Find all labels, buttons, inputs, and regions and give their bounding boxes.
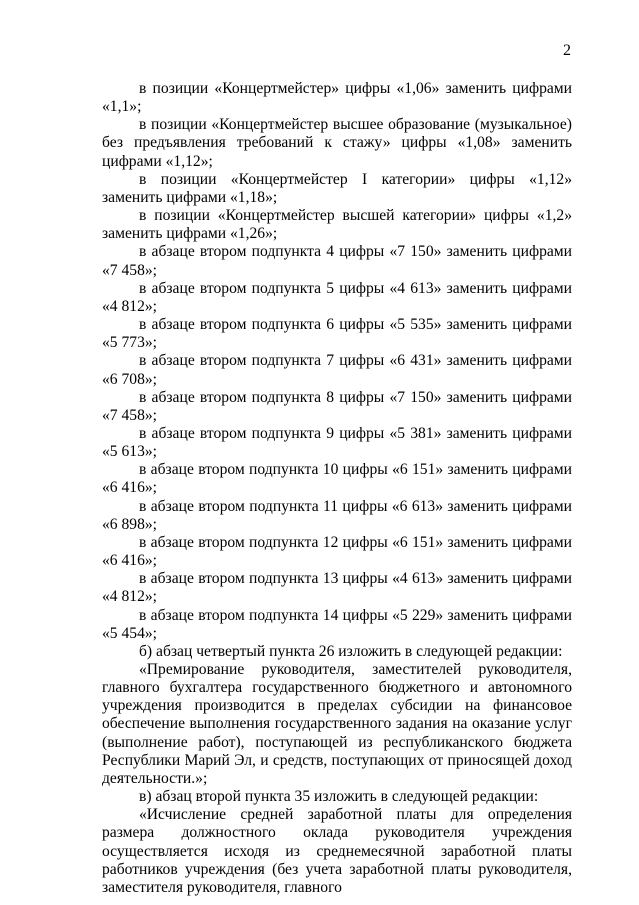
paragraph-subitem-8: в абзаце втором подпункта 8 цифры «7 150» заменить цифрами «7 458»;	[102, 388, 572, 424]
paragraph-koncertmejster-vysshee-obrazovanie: в позиции «Концертмейстер высшее образование (музыкальное) без предъявления требований к стажу» цифры «1,08» заменить цифрами «1,12»;	[102, 116, 572, 170]
paragraph-ischislenie-quote: «Исчисление средней заработной платы для определения размера должностного оклада руководителя учреждения осуществляется исходя из среднемесячной заработной платы работников учреждения (без учета заработной платы руководителя, заместителя руководителя, главного	[102, 806, 572, 896]
paragraph-subitem-11: в абзаце втором подпункта 11 цифры «6 613» заменить цифрами «6 898»;	[102, 497, 572, 533]
paragraph-koncertmejster: в позиции «Концертмейстер» цифры «1,06» заменить цифрами «1,1»;	[102, 80, 572, 116]
paragraph-subitem-4: в абзаце втором подпункта 4 цифры «7 150» заменить цифрами «7 458»;	[102, 243, 572, 279]
paragraph-item-v: в) абзац второй пункта 35 изложить в следующей редакции:	[139, 788, 539, 806]
paragraph-koncertmejster-i-kategorii: в позиции «Концертмейстер I категории» цифры «1,12» заменить цифрами «1,18»;	[102, 170, 572, 206]
document-body	[102, 80, 572, 897]
paragraph-subitem-7: в абзаце втором подпункта 7 цифры «6 431» заменить цифрами «6 708»;	[102, 352, 572, 388]
paragraph-premirovanie-quote: «Премирование руководителя, заместителей руководителя, главного бухгалтера государственного бюджетного и автономного учреждения производится в пределах субсидии на финансовое обеспечение выполнения государственного задания на оказание услуг (выполнение работ), поступающей из республиканского бюджета Республики Марий Эл, и средств, поступающих от приносящей доход деятельности.»;	[102, 661, 572, 787]
paragraph-subitem-10: в абзаце втором подпункта 10 цифры «6 151» заменить цифрами «6 416»;	[102, 461, 572, 497]
paragraph-subitem-9: в абзаце втором подпункта 9 цифры «5 381» заменить цифрами «5 613»;	[102, 424, 572, 461]
paragraph-subitem-13: в абзаце втором подпункта 13 цифры «4 613» заменить цифрами «4 812»;	[102, 570, 572, 606]
paragraph-koncertmejster-vysshej-kategorii: в позиции «Концертмейстер высшей категории» цифры «1,2» заменить цифрами «1,26»;	[102, 207, 572, 243]
paragraph-subitem-14: в абзаце втором подпункта 14 цифры «5 229» заменить цифрами «5 454»;	[102, 606, 572, 642]
paragraph-subitem-5: в абзаце втором подпункта 5 цифры «4 613» заменить цифрами «4 812»;	[102, 279, 572, 315]
paragraph-item-b: б) абзац четвертый пункта 26 изложить в следующей редакции:	[139, 642, 563, 660]
paragraph-subitem-6: в абзаце втором подпункта 6 цифры «5 535» заменить цифрами «5 773»;	[102, 316, 572, 352]
page-number: 2	[563, 42, 571, 59]
paragraph-subitem-12: в абзаце втором подпункта 12 цифры «6 151» заменить цифрами «6 416»;	[102, 533, 572, 570]
